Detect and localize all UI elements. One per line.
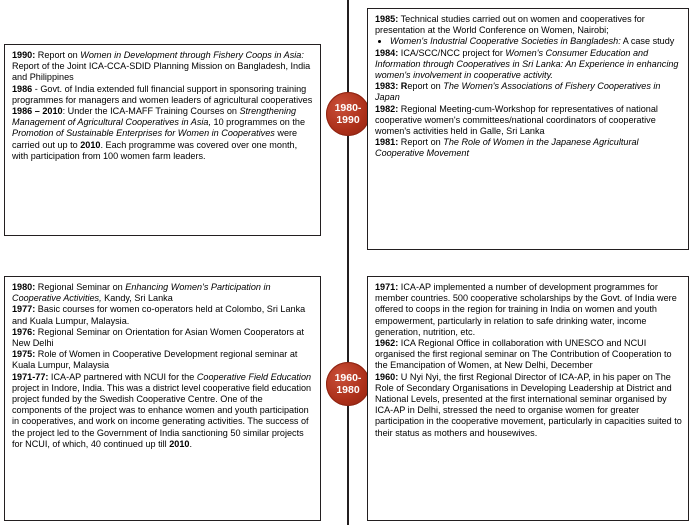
timeline-node-1980-1990-line2: 1990	[336, 114, 360, 126]
entry-text-segment: Report on	[35, 50, 81, 60]
timeline-box-bottom-left	[4, 276, 321, 521]
timeline-entry	[375, 137, 682, 159]
timeline-node-1980-1990	[326, 92, 370, 136]
entry-text-segment: were carried out up to	[12, 128, 298, 150]
timeline-node-1960-1980-line1: 1960-	[334, 372, 362, 384]
timeline-entry-year: 1982:	[375, 103, 399, 114]
timeline-entry	[375, 81, 682, 103]
entry-text-segment: Women's Consumer Education and Information through Cooperatives in Sri Lanka: An Experience in enhancing women's involvement in cooperative activity.	[375, 47, 679, 81]
timeline-entry-year: 1990:	[12, 50, 36, 60]
timeline-entry-year: 1985:	[375, 14, 399, 24]
timeline-entry	[12, 327, 314, 349]
timeline-entry	[375, 282, 682, 338]
entry-text-segment: 2010	[169, 438, 190, 449]
timeline-entry	[12, 304, 314, 326]
entry-text-segment: ICA-AP partnered with NCUI for the	[48, 371, 197, 382]
timeline-box-bottom-right	[367, 276, 689, 521]
timeline-entry-year: 1962:	[375, 338, 399, 349]
timeline-entry-year: 1983: R	[375, 81, 408, 92]
entry-text-segment: Enhancing Women's Participation in Cooperative Activities,	[12, 282, 271, 304]
timeline-entry	[375, 372, 682, 439]
timeline-entry-year: 1975:	[12, 349, 36, 360]
entry-text-segment: Regional Meeting-cum-Workshop for representatives of national cooperative women's committees/national coordinators of cooperative women's activities held in Galle, Sri Lanka	[375, 103, 658, 137]
entry-text-segment: Cooperative Field Education	[196, 371, 312, 382]
timeline-entry-year: 1984:	[375, 47, 399, 58]
entry-text-segment: Kandy, Sri Lanka	[101, 293, 173, 304]
entry-text-segment: - Govt. of India extended full financial support in sponsoring training programmes for managers and women leaders of agricultural cooperatives	[12, 83, 313, 105]
timeline-node-1960-1980	[326, 362, 370, 406]
timeline-entry	[375, 104, 682, 138]
entry-text-segment: 2010	[80, 139, 101, 150]
timeline-entry-year: 1971-77:	[12, 371, 49, 382]
timeline-entry	[12, 50, 314, 84]
timeline-node-1980-1990-line1: 1980-	[334, 102, 362, 114]
entry-text-segment: Regional Seminar on	[35, 282, 126, 292]
entry-text-segment: : Under the ICA-MAFF Training Courses on	[62, 106, 240, 117]
entry-text-segment: Role of Women in Cooperative Development regional seminar at Kuala Lumpur, Malaysia	[12, 349, 298, 371]
entry-text-segment: Technical studies carried out on women and cooperatives for presentation at the World Conference on Women, Nairobi;	[375, 14, 645, 36]
entry-text-segment: Women in Development through Fishery Coops in Asia:	[80, 50, 304, 60]
entry-text-segment: project in Indore, India. This was a district level cooperative field education project funded by the Swedish Cooperative Centre. One of the components of the project was to enhance women and youth participation in cooperatives, and work on income generating activities. The success of the project led to the Government of India sanctioning 50 similar projects for NCUI, of which, 40 continued up till	[12, 382, 312, 449]
timeline-entry	[12, 349, 314, 371]
timeline-entry	[12, 282, 314, 304]
timeline-box-top-right	[367, 8, 689, 250]
timeline-entry	[375, 48, 682, 82]
timeline-entry-year: 1976:	[12, 326, 36, 337]
entry-text-segment: Promotion of Sustainable Enterprises for Women in Cooperatives	[12, 128, 275, 139]
timeline-entry	[12, 106, 314, 162]
timeline-node-1960-1980-line2: 1980	[336, 384, 360, 396]
entry-text-segment: ICA Regional Office in collaboration with UNESCO and NCUI organised the first regional seminar on The Contribution of Cooperation to the Emancipation of Women, at New Delhi, December	[375, 338, 672, 371]
entry-text-segment: Report on	[398, 137, 444, 148]
entry-text-segment: Women's Industrial Cooperative Societies in Bangladesh:	[390, 36, 621, 47]
entry-text-segment: Basic courses for women co-operators held at Colombo, Sri Lanka and Kuala Lumpur, Malaysia.	[12, 304, 306, 326]
timeline-spine	[347, 0, 349, 525]
entry-text-segment: . Each programme was covered over one month, with participation from 100 women farm leaders.	[12, 139, 298, 161]
entry-text-segment: ICA-AP implemented a number of development programmes for member countries. 500 cooperative scholarships by the Govt. of India were offered to coops in the region for training in India on women and youth empowerment, particularly in relation to safe drinking water, income generation, nutrition, etc.	[375, 282, 677, 337]
entry-text-segment: Regional Seminar on Orientation for Asian Women Cooperators at New Delhi	[12, 326, 305, 349]
timeline-entry-year: 1986	[12, 83, 33, 94]
timeline-entry	[375, 338, 682, 372]
entry-text-segment: Report of the Joint ICA-CCA-SDID Planning Mission on Bangladesh, India and Philippines	[12, 61, 311, 83]
entry-text-segment: ICA/SCC/NCC project for	[398, 47, 506, 58]
timeline-entry-year: 1971:	[375, 282, 399, 292]
timeline-entry	[12, 84, 314, 106]
entry-text-segment: .	[189, 438, 192, 449]
timeline-entry-year: 1981:	[375, 137, 399, 148]
timeline-entry-year: 1960:	[375, 371, 399, 382]
timeline-entry	[12, 372, 314, 450]
entry-text-segment: Strengthening Management of Agricultural Cooperatives in Asia,	[12, 106, 297, 128]
entry-text-segment: 10 programmes on the	[210, 117, 306, 128]
timeline-entry	[375, 14, 682, 36]
timeline-box-top-left	[4, 44, 321, 236]
timeline-entry-bullet	[390, 36, 682, 47]
entry-text-segment: A case study	[620, 36, 675, 47]
timeline-entry-bullets	[375, 36, 682, 47]
timeline-entry-year: 1980:	[12, 282, 36, 292]
entry-text-segment: eport on	[407, 81, 444, 92]
entry-text-segment: The Role of Women in the Japanese Agricultural Cooperative Movement	[375, 137, 639, 159]
timeline-entry-year: 1977:	[12, 304, 36, 315]
entry-text-segment: U Nyi Nyi, the first Regional Director of ICA-AP, in his paper on The Role of Secondary Organisations in Developing Leadership at District and National Levels, presented at the first international seminar organised by ICA-AP in Delhi, stressed the need to organise women for greater participation in the cooperative movement, particularly in capacities suited to their status as mothers and housewives.	[375, 371, 682, 438]
entry-text-segment: The Women's Associations of Fishery Cooperatives in Japan	[375, 81, 661, 103]
timeline-entry-year: 1986 – 2010	[12, 106, 63, 117]
